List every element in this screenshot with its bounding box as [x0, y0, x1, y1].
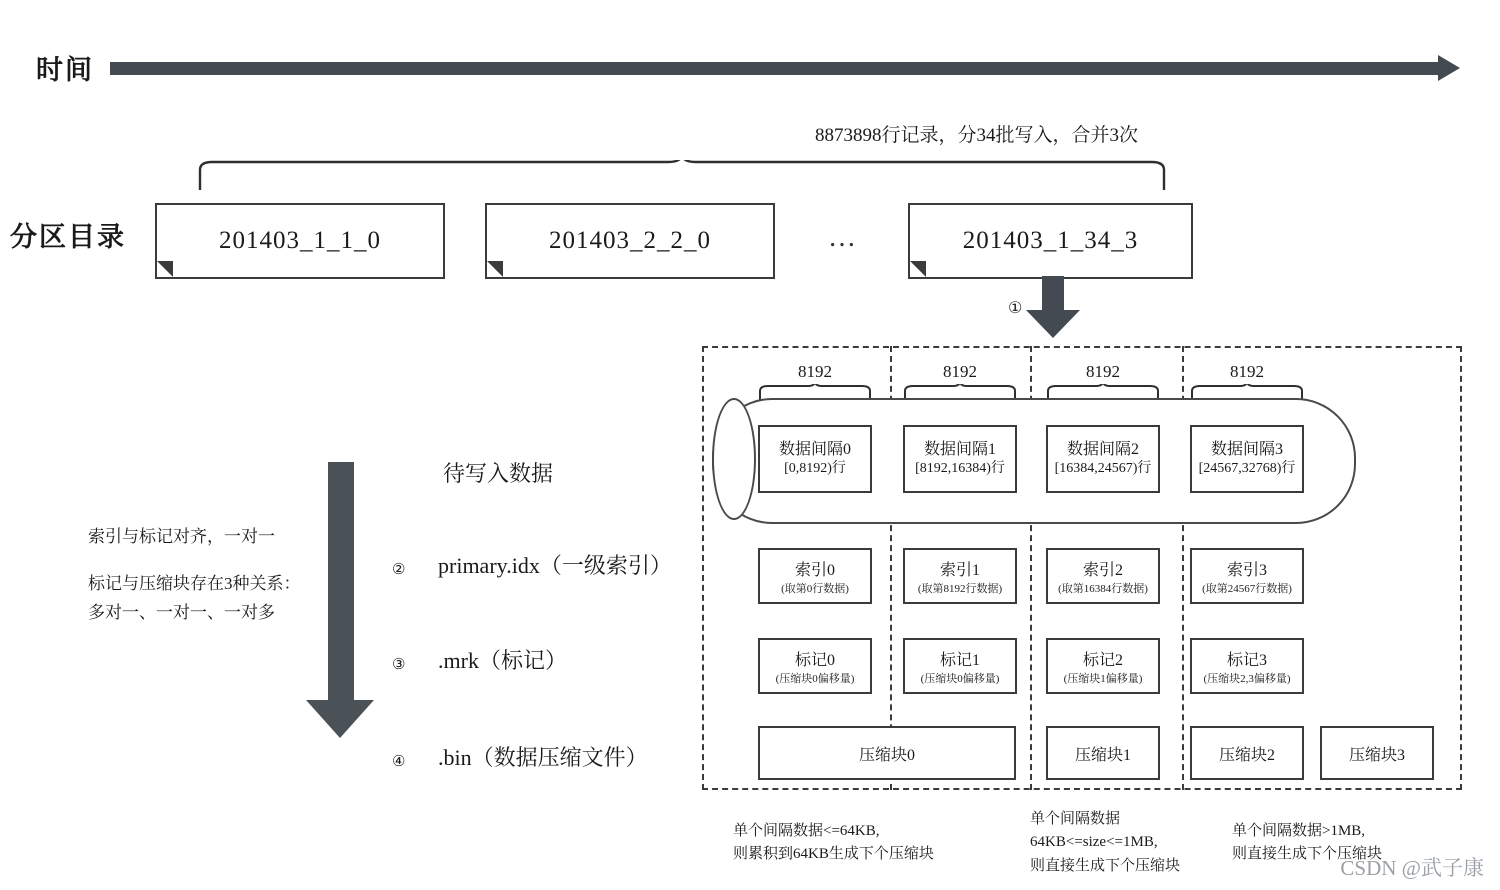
index-title: 索引2: [1082, 561, 1123, 579]
partition-box-label: 201403_1_1_0: [219, 227, 381, 254]
flow-arrow-head-icon: [306, 700, 374, 738]
index-subtitle: (取第24567行数据): [1202, 582, 1292, 595]
bottom-note-medium-line2: 64KB<=size<=1MB,: [1030, 834, 1158, 851]
mark-cell[interactable]: [758, 638, 872, 694]
time-axis-label: 时间: [36, 55, 94, 85]
granule-cell[interactable]: [1190, 425, 1304, 493]
mark-subtitle: (压缩块2,3偏移量): [1203, 672, 1291, 685]
compressed-block-label: 压缩块1: [1074, 746, 1131, 764]
partition-box[interactable]: [908, 203, 1193, 279]
step-three-marker: ③: [392, 657, 406, 673]
mark-subtitle: (压缩块0偏移量): [775, 672, 855, 685]
legend-bin: .bin（数据压缩文件）: [438, 745, 648, 770]
granule-count-label: 8192: [798, 362, 832, 381]
granule-range: [16384,24567)行: [1054, 461, 1152, 477]
bottom-note-small-line1: 单个间隔数据<=64KB,: [733, 823, 880, 839]
merge-note: 8873898行记录，分34批写入，合并3次: [815, 125, 1139, 146]
granule-range: [24567,32768)行: [1198, 461, 1296, 477]
legend-mrk: .mrk（标记）: [438, 648, 567, 673]
granule-count-label: 8192: [943, 362, 977, 381]
compressed-block-cell[interactable]: [1046, 726, 1160, 780]
compressed-block-label: 压缩块0: [858, 746, 915, 764]
granule-cell[interactable]: [758, 425, 872, 493]
granule-count-label: 8192: [1230, 362, 1264, 381]
bottom-note-small: [733, 820, 934, 867]
index-subtitle: (取第8192行数据): [917, 582, 1003, 595]
time-axis-line: [110, 62, 1440, 75]
mark-block-note-line2: 多对一、一对一、一对多: [88, 602, 275, 622]
compressed-block-label: 压缩块2: [1218, 746, 1275, 764]
bottom-note-large-line1: 单个间隔数据>1MB,: [1232, 823, 1366, 839]
compressed-block-label: 压缩块3: [1348, 746, 1405, 764]
folded-corner-icon: [487, 261, 503, 277]
index-subtitle: (取第16384行数据): [1058, 582, 1148, 595]
partition-box[interactable]: [485, 203, 775, 279]
bottom-note-medium-line1: 单个间隔数据: [1030, 811, 1121, 827]
bottom-note-large-line2: 则直接生成下个压缩块: [1232, 846, 1383, 863]
step-two-marker: ②: [392, 562, 406, 578]
mark-cell[interactable]: [1046, 638, 1160, 694]
granule-title: 数据间隔0: [778, 441, 851, 459]
cylinder-cap: [712, 398, 756, 520]
flow-arrow-stem: [328, 462, 354, 710]
mark-subtitle: (压缩块0偏移量): [920, 672, 1000, 685]
partition-dir-label: 分区目录: [10, 222, 126, 252]
folded-corner-icon: [157, 261, 173, 277]
granule-range: [8192,16384)行: [915, 461, 1005, 477]
mark-cell[interactable]: [1190, 638, 1304, 694]
index-title: 索引3: [1226, 561, 1267, 579]
compressed-block-cell[interactable]: [1190, 726, 1304, 780]
index-cell[interactable]: [903, 548, 1017, 604]
time-axis-arrowhead-icon: [1438, 55, 1460, 81]
step-four-marker: ④: [392, 754, 406, 770]
mark-title: 标记0: [794, 651, 835, 669]
index-cell[interactable]: [758, 548, 872, 604]
index-title: 索引0: [794, 561, 835, 579]
granule-cell[interactable]: [1046, 425, 1160, 493]
down-arrow-stem: [1042, 276, 1064, 314]
index-cell[interactable]: [1046, 548, 1160, 604]
mark-block-note: [88, 570, 301, 628]
mark-title: 标记2: [1082, 651, 1123, 669]
mark-title: 标记1: [939, 651, 980, 669]
down-arrow-head-icon: [1026, 310, 1080, 338]
step-one-marker: ①: [1008, 300, 1023, 317]
compressed-block-cell[interactable]: [1320, 726, 1434, 780]
granule-title: 数据间隔2: [1066, 441, 1139, 459]
compressed-block-cell[interactable]: [758, 726, 1016, 780]
watermark: CSDN @武子康: [1340, 856, 1484, 880]
partition-ellipsis: …: [828, 222, 859, 253]
granule-range: [0,8192)行: [784, 461, 846, 477]
mark-block-note-line1: 标记与压缩块存在3种关系：: [88, 574, 301, 593]
bottom-note-medium: [1030, 808, 1180, 878]
bottom-note-medium-line3: 则直接生成下个压缩块: [1030, 857, 1181, 874]
granule-count-label: 8192: [1086, 362, 1120, 381]
pending-data-label: 待写入数据: [443, 461, 554, 486]
mark-cell[interactable]: [903, 638, 1017, 694]
partition-box-label: 201403_1_34_3: [962, 227, 1139, 254]
granule-title: 数据间隔1: [923, 441, 996, 459]
index-subtitle: (取第0行数据): [781, 582, 849, 595]
partition-box-label: 201403_2_2_0: [549, 227, 711, 254]
bottom-note-small-line2: 则累积到64KB生成下个压缩块: [733, 846, 934, 863]
mark-subtitle: (压缩块1偏移量): [1063, 672, 1143, 685]
mark-title: 标记3: [1226, 651, 1267, 669]
index-cell[interactable]: [1190, 548, 1304, 604]
partition-brace-icon: [198, 160, 1166, 190]
legend-primary-idx: primary.idx（一级索引）: [438, 553, 672, 578]
granule-cell[interactable]: [903, 425, 1017, 493]
index-title: 索引1: [939, 561, 980, 579]
folded-corner-icon: [910, 261, 926, 277]
granule-title: 数据间隔3: [1210, 441, 1283, 459]
index-mark-note: 索引与标记对齐，一对一: [88, 527, 275, 546]
partition-box[interactable]: [155, 203, 445, 279]
